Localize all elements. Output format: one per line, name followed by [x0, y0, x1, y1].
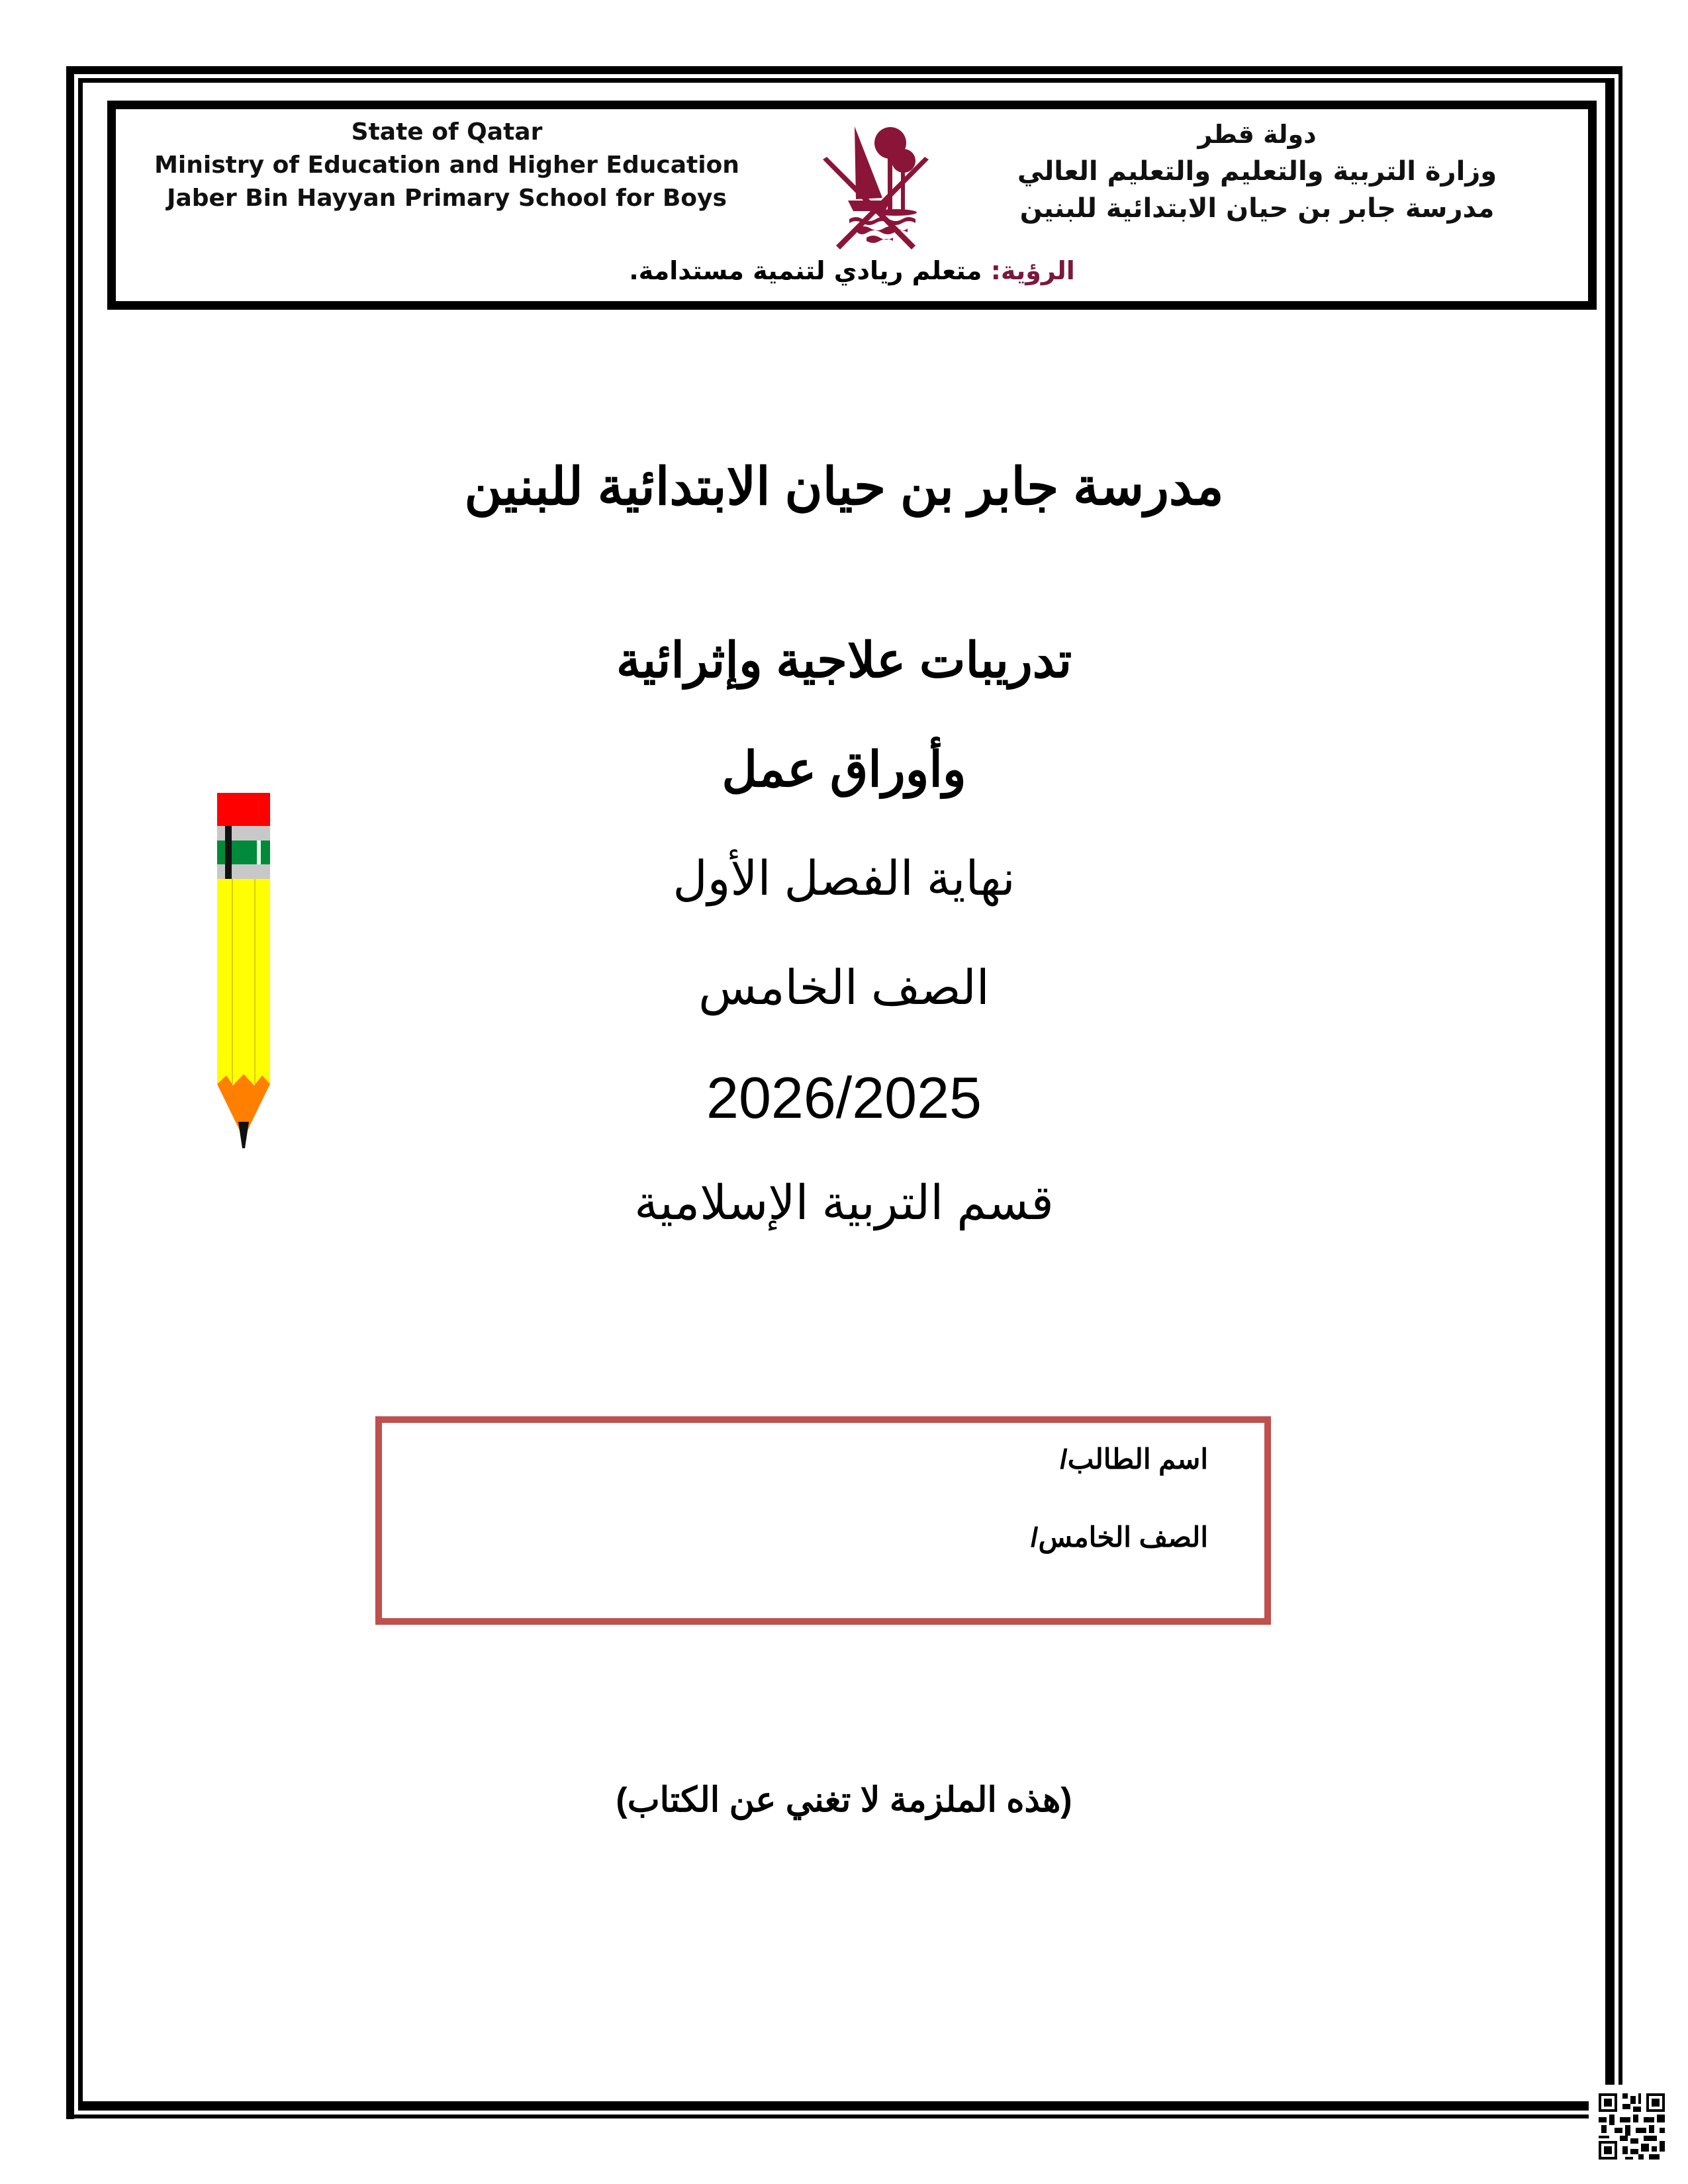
arabic-line-ministry: وزارة التربية والتعليم والتعليم العالي	[1017, 156, 1497, 187]
school-title: مدرسة جابر بن حيان الابتدائية للبنين	[464, 457, 1224, 516]
booklet-title: تدريبات علاجية وإثرائية	[616, 633, 1072, 688]
department-label: قسم التربية الإسلامية	[634, 1177, 1054, 1230]
page-border-top	[66, 66, 1622, 74]
grade-label: الصف الخامس	[698, 962, 990, 1015]
student-class-field[interactable]: الصف الخامس/	[1030, 1522, 1208, 1553]
letterhead-box	[107, 101, 1597, 310]
footer-note: (هذه الملزمة لا تغني عن الكتاب)	[616, 1781, 1072, 1819]
english-line-ministry: Ministry of Education and Higher Education	[154, 152, 739, 179]
vision-text: متعلم ريادي لتنمية مستدامة.	[629, 256, 991, 285]
qr-code-icon	[1599, 2093, 1665, 2160]
student-name-field[interactable]: اسم الطالب/	[1060, 1443, 1208, 1475]
pencil-icon	[211, 791, 277, 1152]
page-border-top-inner	[78, 78, 1615, 83]
english-line-school: Jaber Bin Hayyan Primary School for Boys	[167, 185, 727, 212]
academic-year: 2026/2025	[706, 1065, 982, 1130]
arabic-line-school: مدرسة جابر بن حيان الابتدائية للبنين	[1019, 193, 1495, 224]
vision-label: الرؤية:	[990, 256, 1075, 285]
qatar-emblem-icon	[816, 113, 935, 252]
booklet-subtitle: وأوراق عمل	[722, 742, 966, 797]
english-line-country: State of Qatar	[351, 118, 543, 146]
vision-statement	[116, 256, 1588, 285]
page-border-bottom	[66, 2115, 1589, 2118]
page-border-bottom-inner	[78, 2101, 1589, 2111]
student-info-box	[375, 1416, 1271, 1625]
letterhead-english	[129, 116, 765, 215]
arabic-line-country: دولة قطر	[1197, 120, 1317, 149]
term-label: نهاية الفصل الأول	[673, 852, 1015, 905]
letterhead-arabic	[966, 116, 1548, 227]
